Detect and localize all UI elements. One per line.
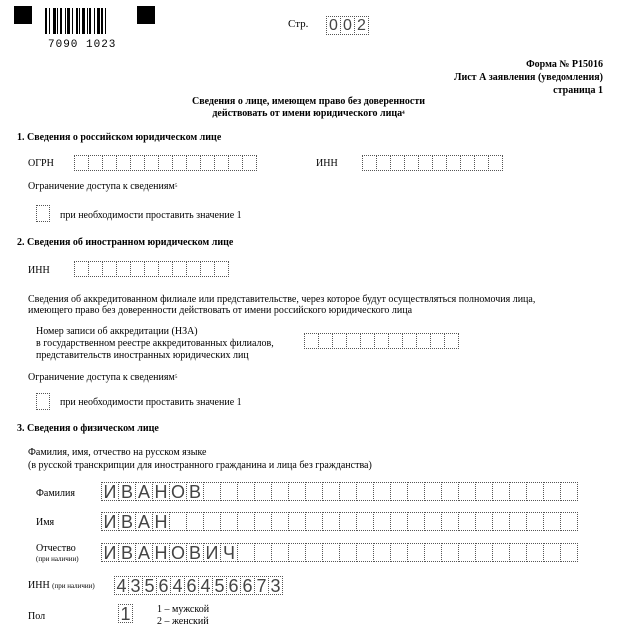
inn-note-person: (при наличии) — [52, 582, 95, 590]
gender-label: Пол — [28, 611, 46, 622]
inn-field-ru[interactable] — [362, 155, 502, 171]
corner-marker-left — [14, 6, 32, 24]
name-cell: И — [101, 512, 119, 531]
access-label-2-text: Ограничение доступа к сведениям — [28, 372, 175, 383]
barcode-icon — [45, 8, 125, 36]
nza-field[interactable] — [304, 333, 458, 349]
gender-option-male: 1 – мужской — [157, 604, 210, 615]
surname-cell: В — [118, 482, 136, 501]
inn-digit-cell: 6 — [156, 576, 171, 595]
page-number-cells — [326, 16, 368, 35]
section1-heading: 1. Сведения о российском юридическом лице — [17, 132, 222, 143]
inn-digit-cell: 4 — [114, 576, 129, 595]
inn-field-foreign[interactable] — [74, 261, 228, 277]
nza-label-2: в государственном реестре аккредитованных филиалов, — [36, 338, 274, 349]
ogrn-label: ОГРН — [28, 158, 54, 169]
name-cell: Н — [152, 512, 170, 531]
patronymic-field[interactable] — [101, 543, 577, 562]
barcode-number: 7090 1023 — [48, 39, 117, 51]
page-title-line1: Сведения о лице, имеющем право без доверенности — [191, 96, 426, 107]
surname-field[interactable] — [101, 482, 577, 501]
form-sheet: Лист А заявления (уведомления) — [454, 72, 603, 83]
patronymic-cell: Н — [152, 543, 170, 562]
section2-heading: 2. Сведения об иностранном юридическом лице — [17, 237, 234, 248]
inn-label-ru: ИНН — [316, 158, 338, 169]
inn-digit-cell: 6 — [226, 576, 241, 595]
access-footnote-1: 5 — [174, 184, 178, 189]
access-checkbox-2[interactable] — [36, 393, 50, 410]
inn-digit-cell: 5 — [212, 576, 227, 595]
patronymic-cell: А — [135, 543, 153, 562]
access-footnote-2: 5 — [174, 375, 178, 380]
patronymic-note: (при наличии) — [36, 555, 79, 563]
patronymic-cell: И — [101, 543, 119, 562]
access-checkbox-1[interactable] — [36, 205, 50, 222]
page-number-cell: 0 — [340, 16, 355, 35]
page-title — [0, 96, 617, 107]
patronymic-cell: Ч — [220, 543, 238, 562]
surname-cell: В — [186, 482, 204, 501]
page-title-second — [0, 108, 617, 119]
page-number-cell: 2 — [354, 16, 369, 35]
page-title-line2: действовать от имени юридического лица — [212, 108, 403, 119]
patronymic-cell: В — [118, 543, 136, 562]
access-label-1-text: Ограничение доступа к сведениям — [28, 181, 175, 192]
access-label-2 — [28, 372, 177, 383]
inn-field-person[interactable] — [114, 576, 282, 595]
form-number: Форма № Р15016 — [526, 59, 603, 70]
branch-text-2: имеющего право без доверенности действовать от имени российского юридического лица — [28, 305, 413, 316]
gender-cell: 1 — [118, 604, 133, 623]
inn-digit-cell: 4 — [198, 576, 213, 595]
ogrn-field[interactable] — [74, 155, 256, 171]
inn-digit-cell: 3 — [128, 576, 143, 595]
inn-label-person-text: ИНН — [28, 580, 50, 591]
surname-cell: И — [101, 482, 119, 501]
inn-digit-cell: 5 — [142, 576, 157, 595]
corner-marker-right — [137, 6, 155, 24]
inn-digit-cell: 6 — [240, 576, 255, 595]
page-label: Стр. — [288, 18, 309, 30]
patronymic-cell: И — [203, 543, 221, 562]
patronymic-cell: О — [170, 543, 185, 563]
inn-label-foreign: ИНН — [28, 265, 50, 276]
name-field[interactable] — [101, 512, 577, 531]
branch-text-1: Сведения об аккредитованном филиале или представительстве, через которое будут осуществляться полномочия лица, — [28, 294, 536, 305]
form-page: страница 1 — [553, 85, 603, 96]
inn-digit-cell: 3 — [268, 576, 283, 595]
section3-heading: 3. Сведения о физическом лице — [17, 423, 159, 434]
name-label: Имя — [36, 517, 55, 528]
gender-option-female: 2 – женский — [157, 616, 209, 627]
inn-digit-cell: 7 — [254, 576, 269, 595]
patronymic-label: Отчество — [36, 543, 76, 554]
inn-digit-cell: 6 — [184, 576, 199, 595]
surname-cell: О — [170, 482, 185, 502]
inn-label-person — [28, 580, 95, 592]
access-label-1 — [28, 181, 177, 192]
name-cell: А — [135, 512, 153, 531]
patronymic-cell: В — [186, 543, 204, 562]
nza-label-3: представительств иностранных юридических лиц — [36, 350, 249, 361]
name-cell: В — [118, 512, 136, 531]
surname-cell: А — [135, 482, 153, 501]
surname-label: Фамилия — [36, 488, 75, 499]
nza-label-1: Номер записи об аккредитации (НЗА) — [36, 326, 198, 337]
fio-label-1: Фамилия, имя, отчество на русском языке — [28, 447, 207, 458]
page-number-cell: 0 — [326, 16, 341, 35]
inn-digit-cell: 4 — [170, 576, 185, 595]
surname-cell: Н — [152, 482, 170, 501]
title-footnote: 4 — [402, 111, 405, 116]
gender-field[interactable] — [118, 604, 132, 623]
fio-label-2: (в русской транскрипции для иностранного гражданина и лица без гражданства) — [28, 460, 372, 471]
checkbox-note-1: при необходимости проставить значение 1 — [60, 210, 242, 221]
checkbox-note-2: при необходимости проставить значение 1 — [60, 397, 242, 408]
